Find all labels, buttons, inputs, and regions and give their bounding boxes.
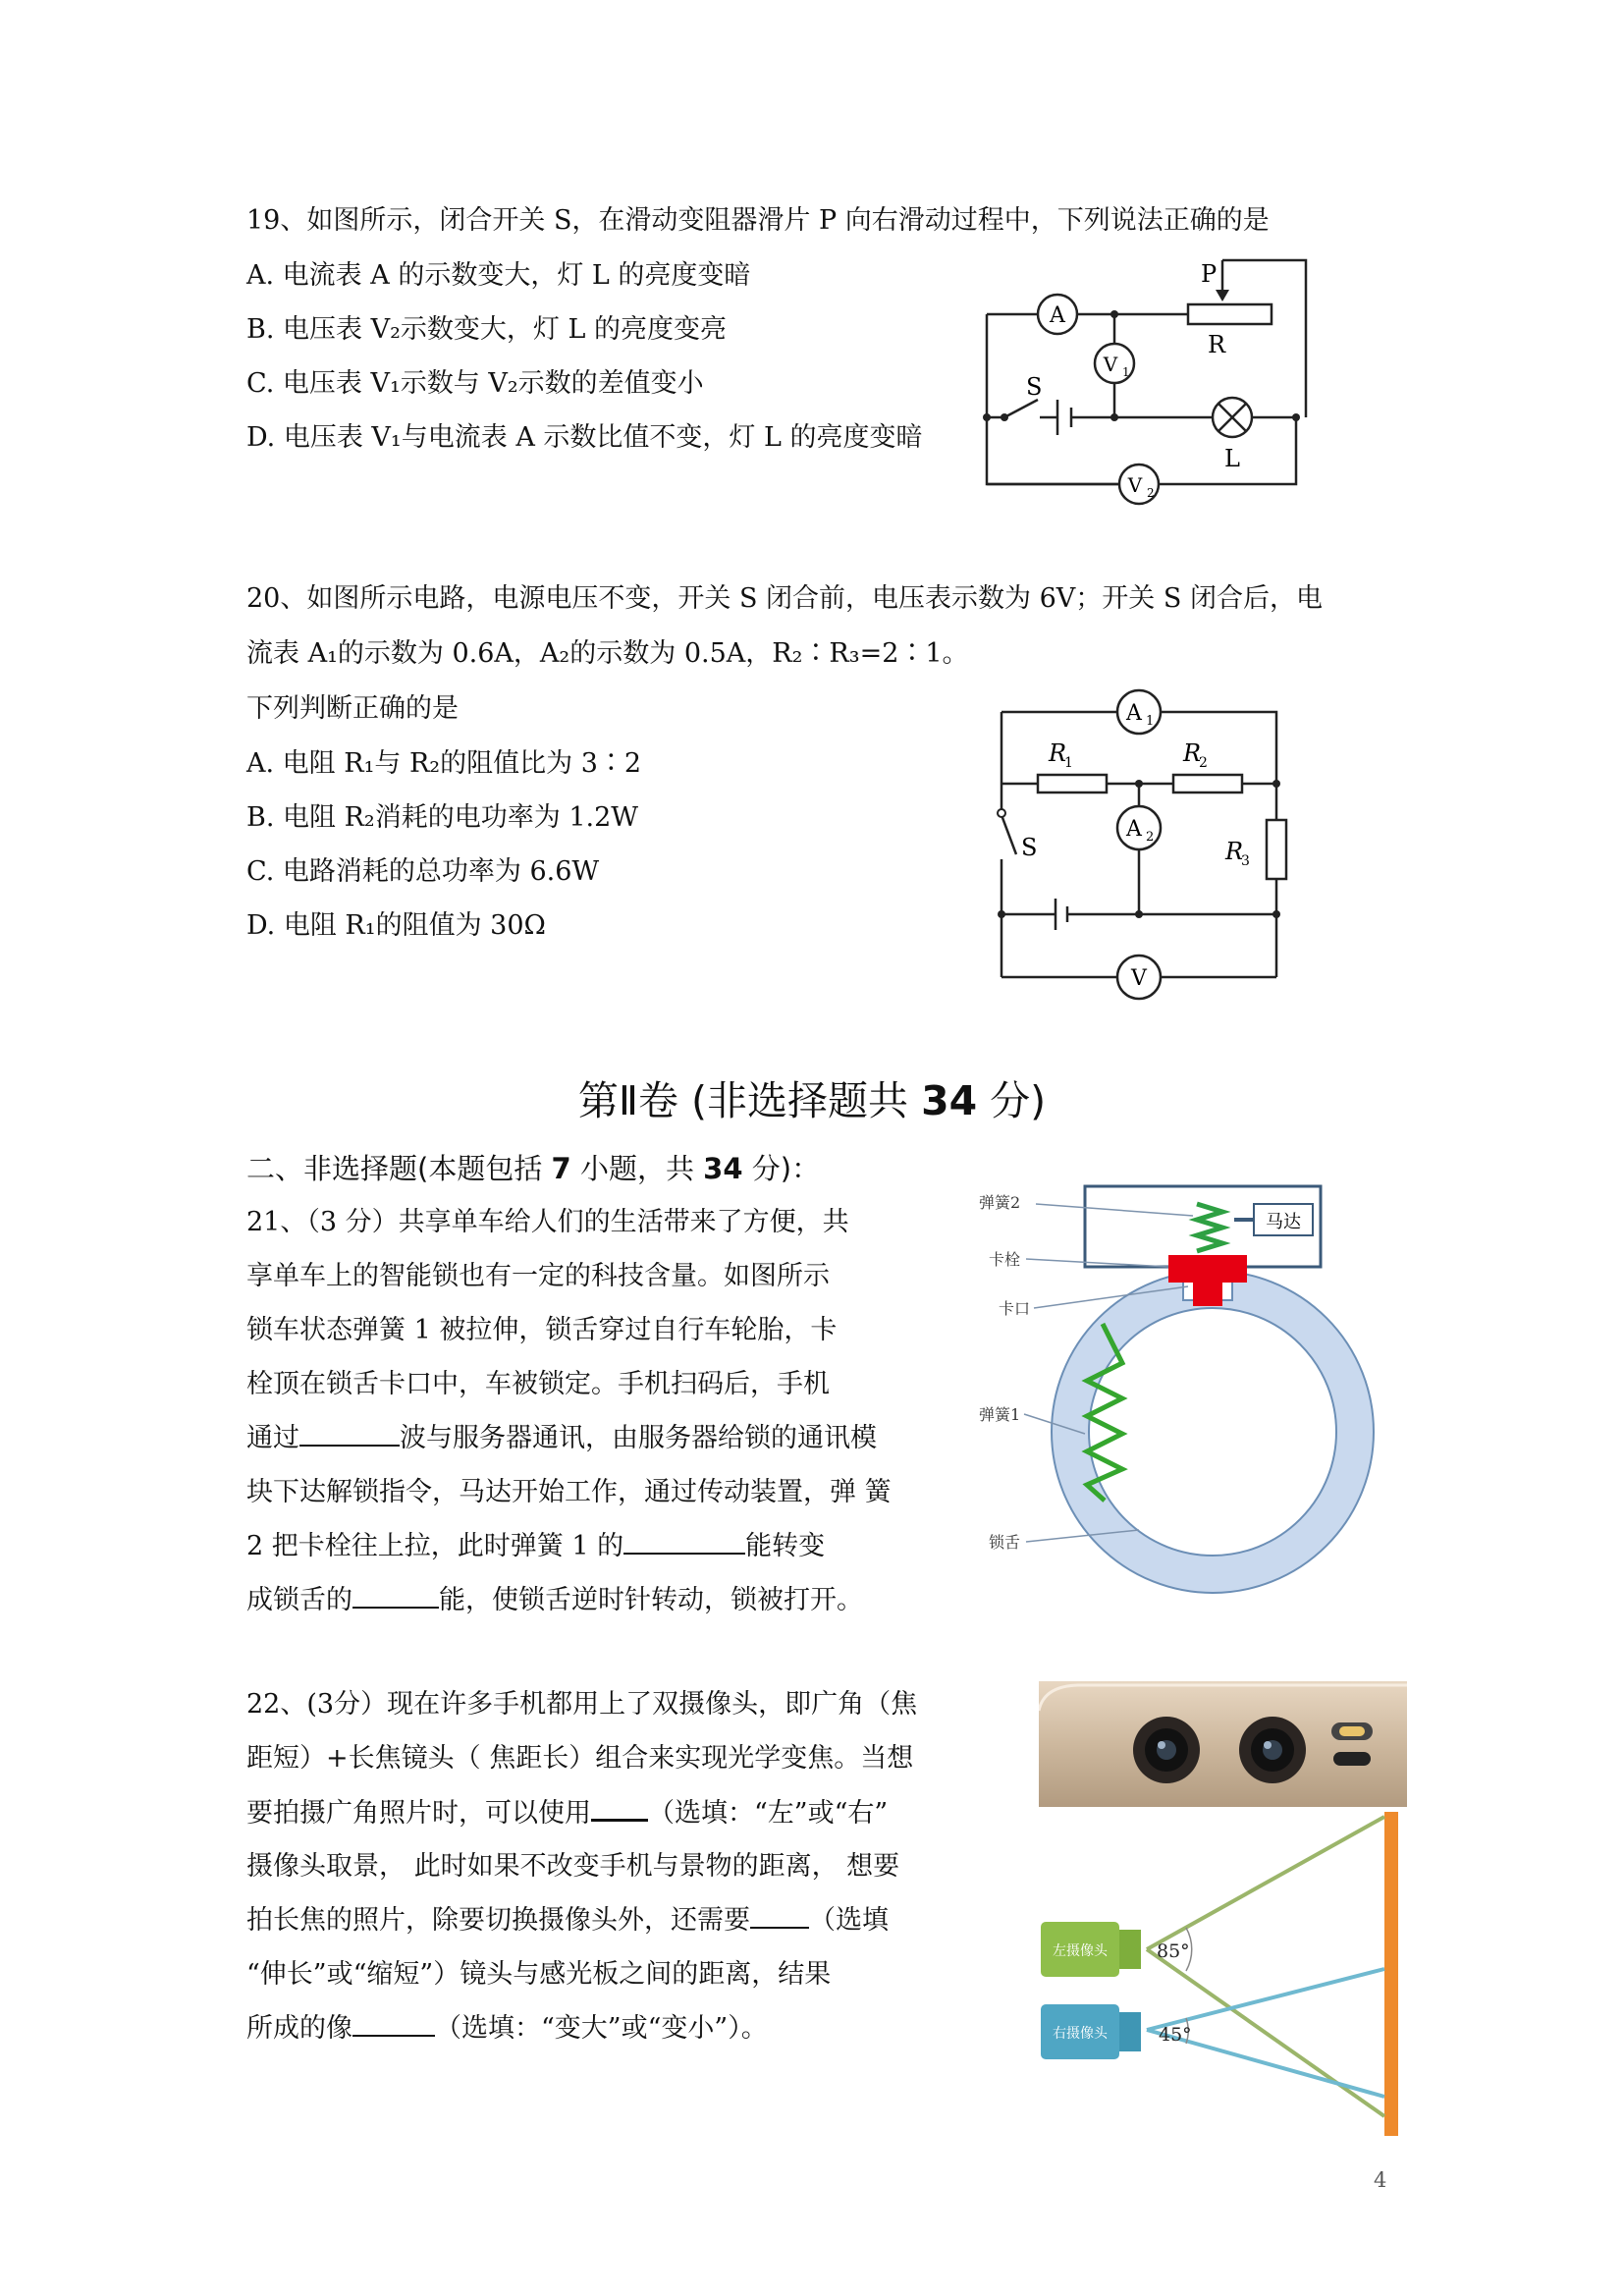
- q21-blank-1[interactable]: [299, 1419, 400, 1447]
- q19-ammeter-label: A: [1050, 303, 1065, 328]
- q21-line-8: 成锁舌的 能，使锁舌逆时针转动，锁被打开。: [246, 1581, 863, 1620]
- q19-stem: 19、如图所示，闭合开关 S，在滑动变阻器滑片 P 向右滑动过程中，下列说法正确的是: [246, 205, 1270, 236]
- q19-v1-label: V: [1103, 353, 1118, 376]
- q21-line-1: 21、（3 分）共享单车给人们的生活带来了方便，共: [246, 1207, 849, 1237]
- q20-stem-line2: 流表 A₁的示数为 0.6A，A₂的示数为 0.5A，R₂∶R₃=2∶1。: [246, 638, 969, 669]
- q19-rheostat-label: R: [1208, 331, 1226, 358]
- q22-line-2: 距短）+长焦镜头（ 焦距长）组合来实现光学变焦。当想: [246, 1743, 914, 1774]
- tongue-label: 锁舌: [989, 1533, 1021, 1552]
- q20-switch-label: S: [1021, 834, 1038, 861]
- q22-blank-1[interactable]: [591, 1793, 648, 1822]
- spring2-label: 弹簧2: [979, 1193, 1021, 1212]
- q20-stem-line1: 20、如图所示电路，电源电压不变，开关 S 闭合前，电压表示数为 6V；开关 S 闭合后，电: [246, 583, 1323, 614]
- section-heading: 二、非选择题(本题包括 7 小题，共 34 分)：: [246, 1152, 821, 1185]
- right-camera-label: 右摄像头: [1053, 2026, 1108, 2042]
- q20-r3-label: R: [1225, 838, 1244, 865]
- q19-v1-sub: 1: [1122, 365, 1130, 379]
- q20-r2-label: R: [1183, 739, 1202, 767]
- q19-lamp-label: L: [1224, 445, 1240, 472]
- q21-smart-lock-figure: [977, 1176, 1375, 1594]
- wide-angle-label: 85°: [1157, 1940, 1190, 1962]
- q19-option-a: A. 电流表 A 的示数变大，灯 L 的亮度变暗: [246, 260, 751, 291]
- q20-a1-label: A: [1126, 701, 1142, 726]
- q21-line-2: 享单车上的智能锁也有一定的科技含量。如图所示: [246, 1261, 830, 1291]
- q20-a1-sub: 1: [1146, 714, 1155, 729]
- q22-line-4: 摄像头取景， 此时如果不改变手机与景物的距离， 想要: [246, 1851, 900, 1882]
- q22-blank-3[interactable]: [352, 2009, 435, 2037]
- q22-line-1: 22、(3分）现在许多手机都用上了双摄像头，即广角（焦: [246, 1689, 918, 1720]
- q20-voltmeter-label: V: [1131, 966, 1147, 991]
- tele-angle-label: 45°: [1159, 2024, 1192, 2046]
- q20-stem-line3: 下列判断正确的是: [246, 693, 459, 724]
- q20-option-b: B. 电阻 R₂消耗的电功率为 1.2W: [246, 802, 639, 833]
- q19-v2-sub: 2: [1147, 486, 1155, 500]
- q20-r1-label: R: [1049, 739, 1067, 767]
- q22-field-of-view-diagram: [1039, 1812, 1407, 2136]
- q19-option-c: C. 电压表 V₁示数与 V₂示数的差值变小: [246, 368, 704, 399]
- q19-option-b: B. 电压表 V₂示数变大，灯 L 的亮度变亮: [246, 314, 728, 345]
- q20-r1-sub: 1: [1064, 755, 1073, 771]
- left-camera-label: 左摄像头: [1053, 1943, 1108, 1959]
- q20-a2-sub: 2: [1146, 830, 1155, 845]
- q22-line-5: 拍长焦的照片，除要切换摄像头外，还需要 （选填: [246, 1901, 889, 1940]
- q20-option-a: A. 电阻 R₁与 R₂的阻值比为 3∶2: [246, 748, 642, 779]
- spring1-label: 弹簧1: [979, 1405, 1021, 1424]
- q19-option-d: D. 电压表 V₁与电流表 A 示数比值不变，灯 L 的亮度变暗: [246, 422, 923, 453]
- bolt-label: 卡栓: [989, 1250, 1021, 1269]
- q22-blank-2[interactable]: [750, 1901, 809, 1929]
- q21-line-3: 锁车状态弹簧 1 被拉伸，锁舌穿过自行车轮胎，卡: [246, 1315, 838, 1345]
- page-number: 4: [1374, 2168, 1387, 2192]
- q20-option-c: C. 电路消耗的总功率为 6.6W: [246, 856, 600, 887]
- q19-slider-label: P: [1201, 260, 1218, 288]
- q21-line-5: 通过 波与服务器通讯，由服务器给锁的通讯模: [246, 1419, 877, 1458]
- q22-phone-cameras-photo: [1039, 1681, 1407, 1807]
- slider-arrow-icon: [1216, 290, 1229, 301]
- q21-line-6: 块下达解锁指令，马达开始工作，通过传动装置，弹 簧: [246, 1477, 892, 1507]
- q19-v2-label: V: [1127, 473, 1143, 497]
- q20-a2-label: A: [1126, 817, 1142, 842]
- notch-label: 卡口: [999, 1299, 1031, 1318]
- q21-line-7: 2 把卡栓往上拉，此时弹簧 1 的 能转变: [246, 1527, 825, 1566]
- q20-r2-sub: 2: [1199, 755, 1208, 771]
- q21-blank-3[interactable]: [352, 1581, 439, 1609]
- right-lens-icon: [1239, 1717, 1306, 1783]
- q20-circuit-diagram: [987, 683, 1301, 1007]
- left-lens-icon: [1133, 1717, 1200, 1783]
- motor-label: 马达: [1266, 1212, 1301, 1232]
- q19-circuit-diagram: [977, 250, 1326, 516]
- q21-blank-2[interactable]: [623, 1527, 745, 1555]
- q20-r3-sub: 3: [1241, 853, 1250, 869]
- q19-switch-label: S: [1026, 373, 1043, 401]
- q22-line-7: 所成的像 （选填：“变大”或“变小”）。: [246, 2009, 768, 2049]
- q22-line-3: 要拍摄广角照片时，可以使用 （选填：“左”或“右”: [246, 1793, 888, 1833]
- q20-option-d: D. 电阻 R₁的阻值为 30Ω: [246, 910, 546, 941]
- part2-title: 第Ⅱ卷 (非选择题共 34 分): [577, 1077, 1047, 1124]
- q22-line-6: “伸长”或“缩短”）镜头与感光板之间的距离，结果: [246, 1959, 832, 1990]
- q21-line-4: 栓顶在锁舌卡口中，车被锁定。手机扫码后，手机: [246, 1369, 830, 1399]
